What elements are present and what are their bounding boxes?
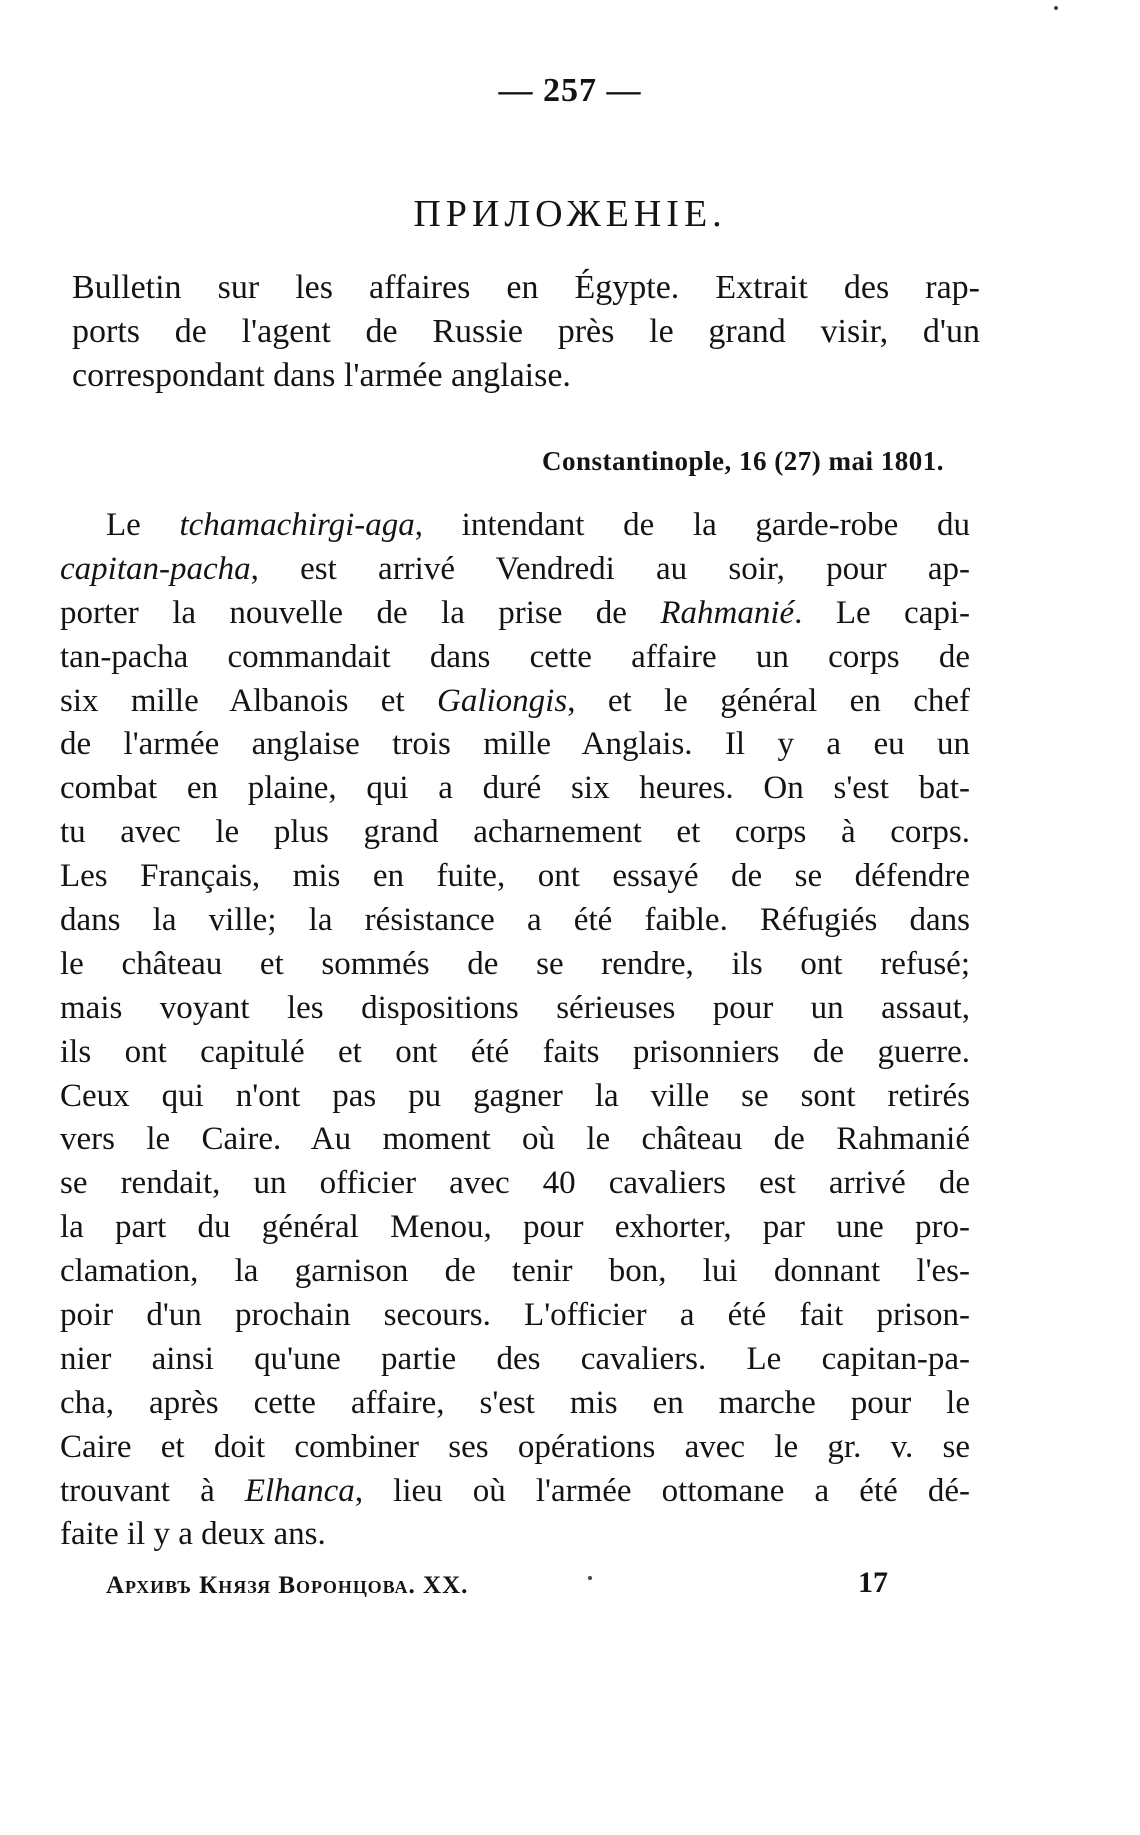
line-text: se rendait, un officier avec 40 cavaliers est arrivé de [60, 1165, 970, 1202]
body-line [60, 1162, 970, 1206]
line-text: combat en plaine, qui a duré six heures. On s'est bat- [60, 770, 970, 807]
line-text: ils ont capitulé et ont été faits prisonniers de guerre. [60, 1033, 970, 1070]
line-text: Les Français, mis en fuite, ont essayé de se défendre [60, 858, 970, 895]
body-line [60, 1031, 970, 1075]
line-text: Le [106, 507, 180, 543]
line-text: cha, après cette affaire, s'est mis en marche pour le [60, 1384, 970, 1421]
body-line [60, 548, 970, 592]
body-line [60, 855, 970, 899]
body-line [60, 1206, 970, 1250]
line-text: la part du général Menou, pour exhorter, par une pro- [60, 1209, 970, 1246]
print-speck [1054, 6, 1058, 10]
line-text: , lieu où l'armée ottomane a été dé- [354, 1472, 970, 1509]
line-text: de l'armée anglaise trois mille Anglais. Il y a eu un [60, 726, 970, 763]
line-text: nier ainsi qu'une partie des cavaliers. Le capitan-pa- [60, 1340, 970, 1377]
line-text: Ceux qui n'ont pas pu gagner la ville se sont retirés [60, 1077, 970, 1114]
signature-mark: 17 [858, 1566, 888, 1599]
line-text: Caire et doit combiner ses opérations avec le gr. v. se [60, 1428, 970, 1465]
line-text: tu avec le plus grand acharnement et corps à corps. [60, 814, 970, 851]
body-line [60, 592, 970, 636]
italic-term: tchamachirgi-aga [179, 507, 415, 543]
body-line [60, 943, 970, 987]
dateline: Constantinople, 16 (27) mai 1801. [541, 446, 944, 476]
body-line [60, 1513, 970, 1557]
line-text: tan-pacha commandait dans cette affaire un corps de [60, 638, 970, 675]
body-line [60, 1382, 970, 1426]
body-line [60, 1294, 970, 1338]
body-line [60, 1250, 970, 1294]
body-line [60, 987, 970, 1031]
body-line [60, 680, 970, 724]
intro-line: ports de l'agent de Russie près le grand visir, d'un [72, 313, 980, 350]
italic-term: Galiongis [437, 682, 568, 719]
intro-paragraph [72, 266, 980, 398]
line-text: . Le capi- [794, 594, 970, 631]
line-text: faite il y a deux ans. [60, 1516, 326, 1553]
italic-term: capitan-pacha [60, 550, 251, 587]
line-text: porter la nouvelle de la prise de [60, 594, 661, 631]
line-text: clamation, la garnison de tenir bon, lui donnant l'es- [60, 1253, 970, 1290]
body-line [60, 1338, 970, 1382]
page-number: — 257 — [498, 72, 642, 109]
body-line [60, 1118, 970, 1162]
line-text: trouvant à [60, 1472, 245, 1509]
print-speck [588, 1576, 592, 1580]
italic-term: Rahmanié [660, 594, 795, 631]
body-line [60, 767, 970, 811]
line-text: vers le Caire. Au moment où le château de Rahmanié [60, 1121, 970, 1158]
appendix-heading: ПРИЛОЖЕНІЕ. [413, 193, 727, 235]
body-line [60, 899, 970, 943]
line-text: , et le général en chef [567, 682, 970, 719]
intro-line: Bulletin sur les affaires en Égypte. Extrait des rap- [72, 269, 980, 306]
line-text: , intendant de la garde-robe du [414, 507, 971, 543]
body-paragraph [60, 504, 970, 1557]
line-text: six mille Albanois et [60, 682, 437, 719]
line-text: poir d'un prochain secours. L'officier a été fait prison- [60, 1297, 970, 1334]
body-line [60, 636, 970, 680]
intro-line: correspondant dans l'armée anglaise. [72, 357, 571, 394]
body-line [60, 1426, 970, 1470]
body-line [60, 811, 970, 855]
italic-term: Elhanca [244, 1472, 355, 1509]
line-text: le château et sommés de se rendre, ils ont refusé; [60, 945, 970, 982]
line-text: mais voyant les dispositions sérieuses pour un assaut, [60, 989, 970, 1026]
line-text: dans la ville; la résistance a été faible. Réfugiés dans [60, 902, 970, 939]
body-line [60, 723, 970, 767]
footer-source: Архивъ Князя Воронцова. XX. [106, 1572, 469, 1599]
line-text: , est arrivé Vendredi au soir, pour ap- [250, 550, 970, 587]
body-line [60, 504, 970, 548]
body-line [60, 1470, 970, 1514]
body-line [60, 1075, 970, 1119]
